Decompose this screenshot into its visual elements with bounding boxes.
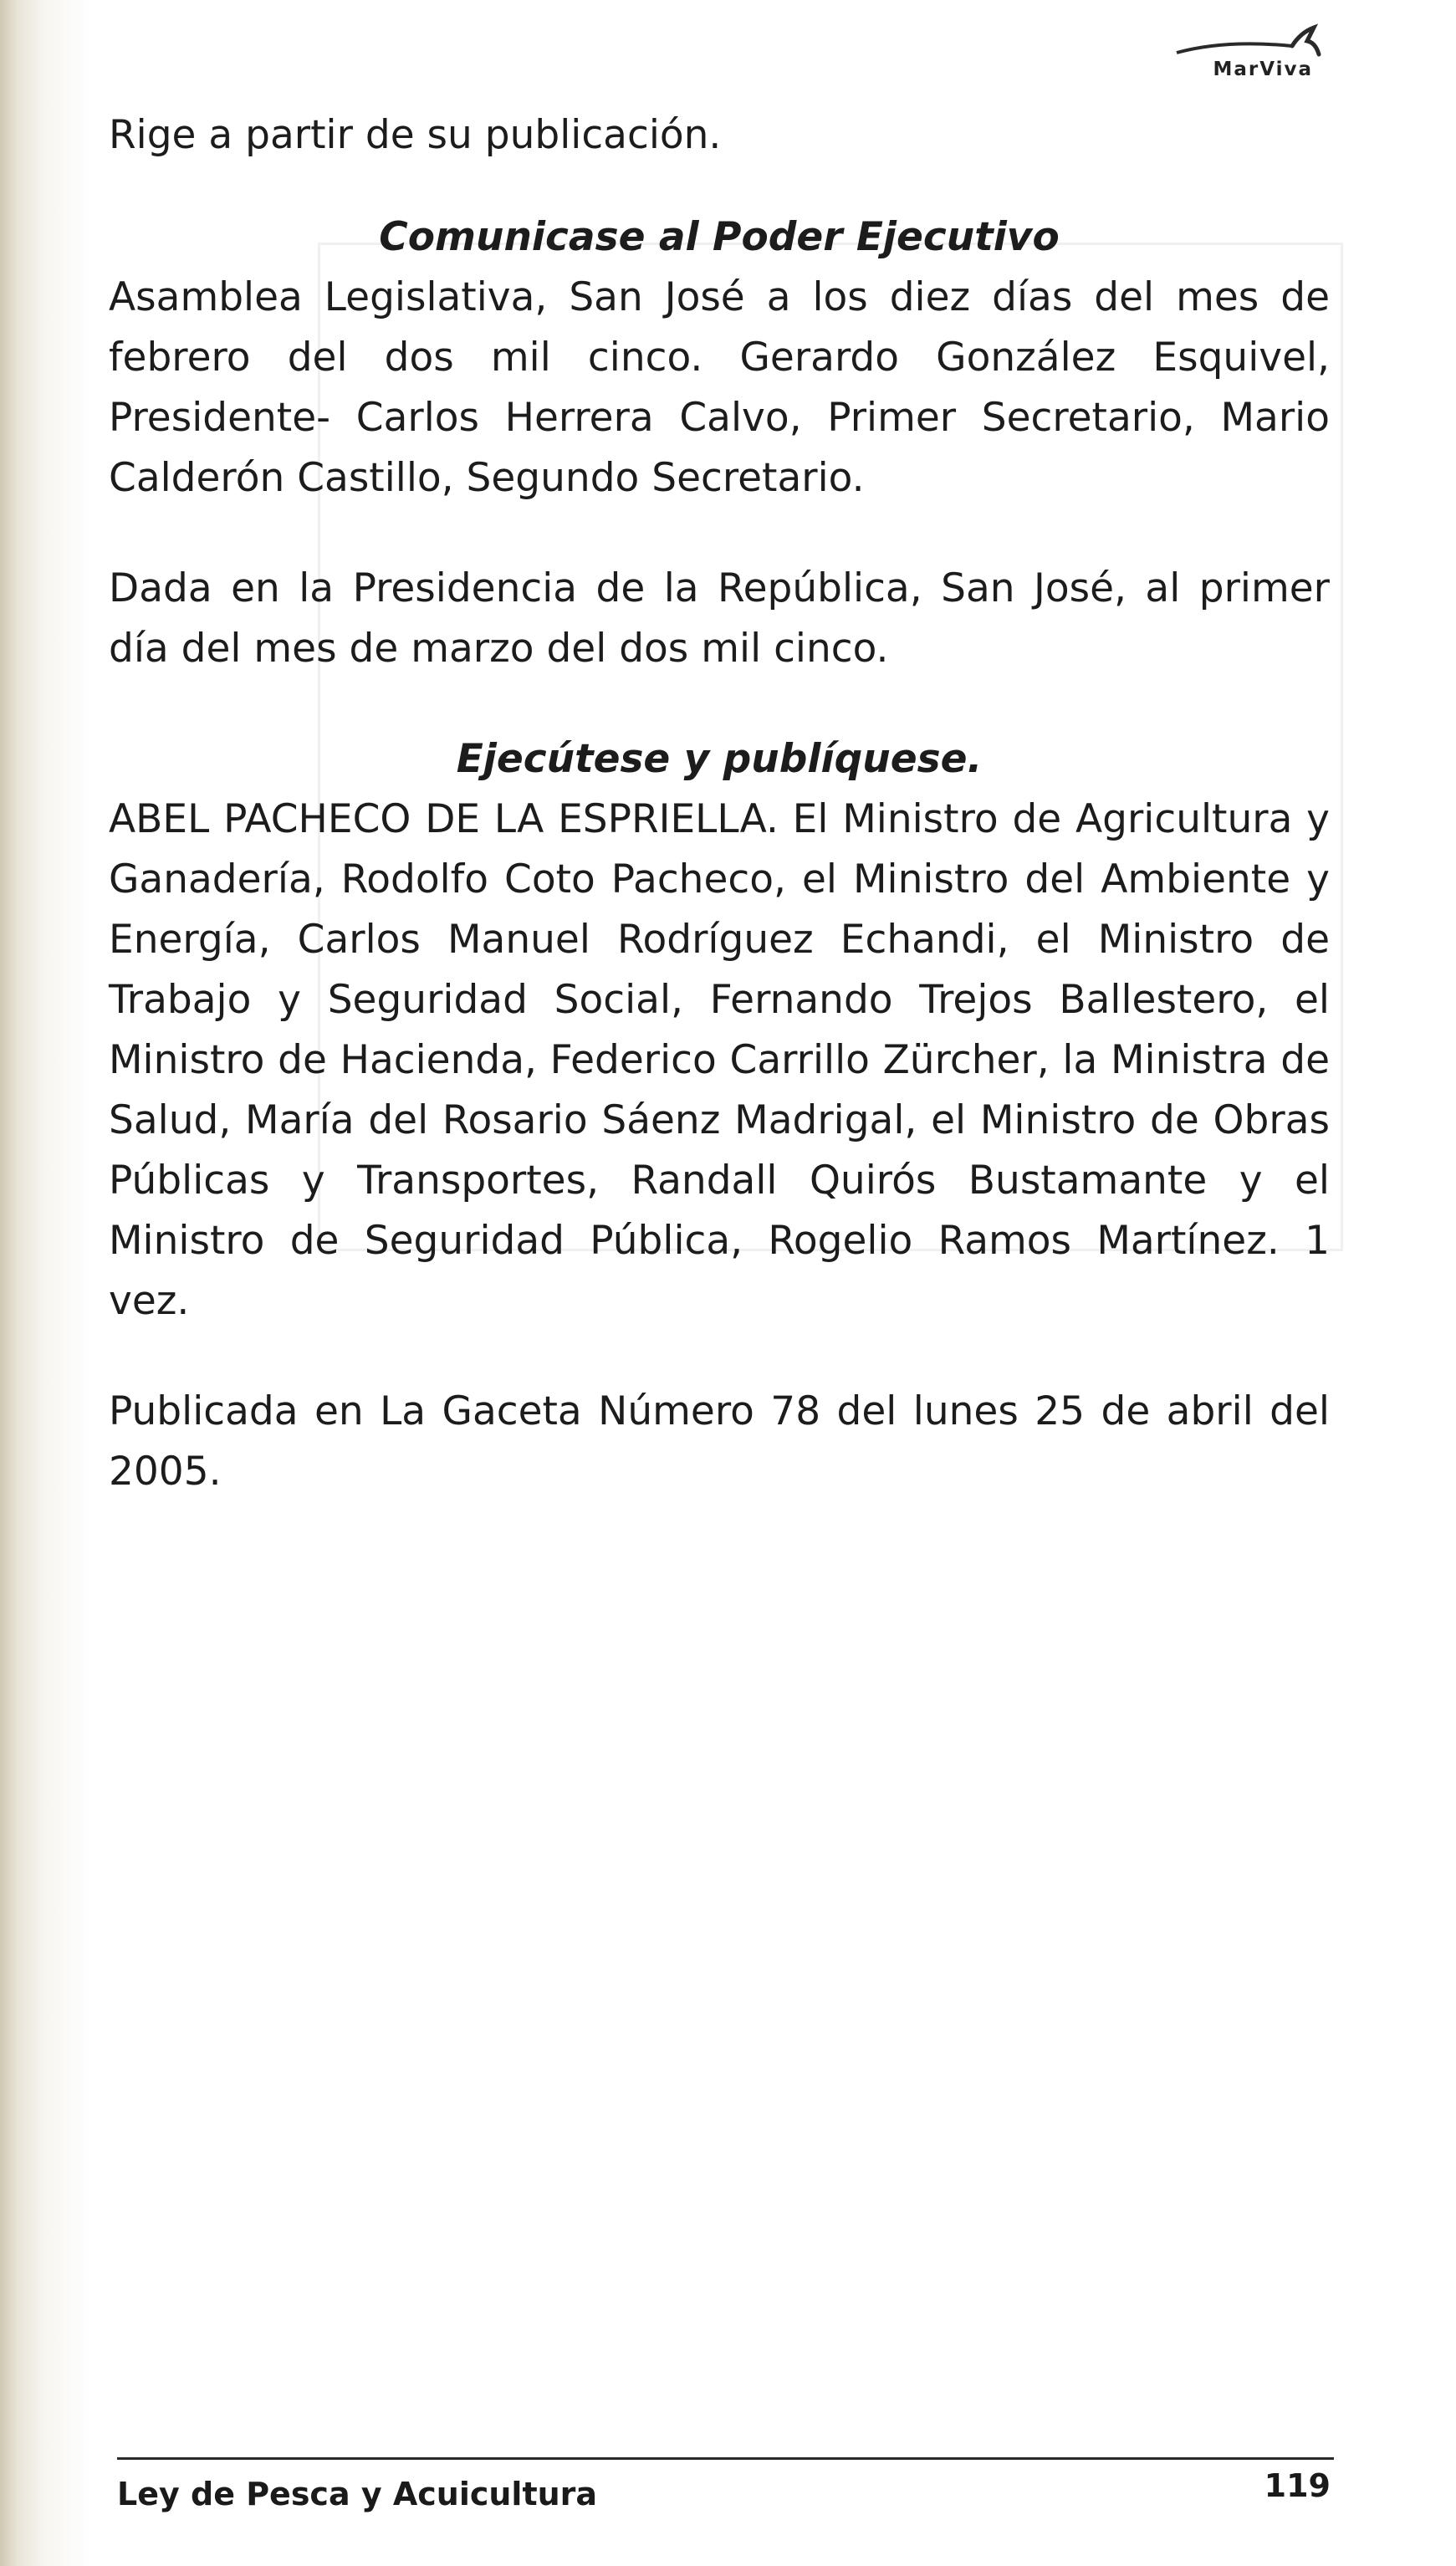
heading-comunicase: Comunicase al Poder Ejecutivo <box>379 214 1060 260</box>
footer-divider <box>117 2457 1334 2460</box>
marviva-logo <box>1167 21 1334 96</box>
footer-book-title: Ley de Pesca y Acuicultura <box>117 2476 598 2512</box>
logo-text: MarViva <box>1213 59 1313 80</box>
page-number: 119 <box>1264 2467 1331 2504</box>
paragraph-dada: Dada en la Presidencia de la República, San José, al primer día del mes de marzo del dos mil cinco. <box>109 565 1330 672</box>
paragraph-ministros: ABEL PACHECO DE LA ESPRIELLA. El Ministro de Agricultura y Ganadería, Rodolfo Coto Pacheco, el Ministro del Ambiente y Energía, Carlos Manuel Rodríguez Echandi, el Ministro de Trabajo y Seguridad Social, Fernando Trejos Ballestero, el Ministro de Hacienda, Federico Carrillo Zürcher, la Ministra de Salud, María del Rosario Sáenz Madrigal, el Ministro de Obras Públicas y Transportes, Randall Quirós Bustamante y el Ministro de Seguridad Pública, Rogelio Ramos Martínez. 1 vez. <box>109 796 1330 1324</box>
heading-ejecutese: Ejecútese y publíquese. <box>456 736 983 782</box>
paragraph-publicada: Publicada en La Gaceta Número 78 del lunes 25 de abril del 2005. <box>109 1388 1330 1495</box>
intro-line: Rige a partir de su publicación. <box>109 112 722 158</box>
paragraph-asamblea: Asamblea Legislativa, San José a los diez días del mes de febrero del dos mil cinco. Gerardo González Esquivel, Presidente- Carlos Herrera Calvo, Primer Secretario, Mario Calderón Castillo, Segundo Secretario. <box>109 274 1330 501</box>
page-content <box>109 105 1330 1502</box>
